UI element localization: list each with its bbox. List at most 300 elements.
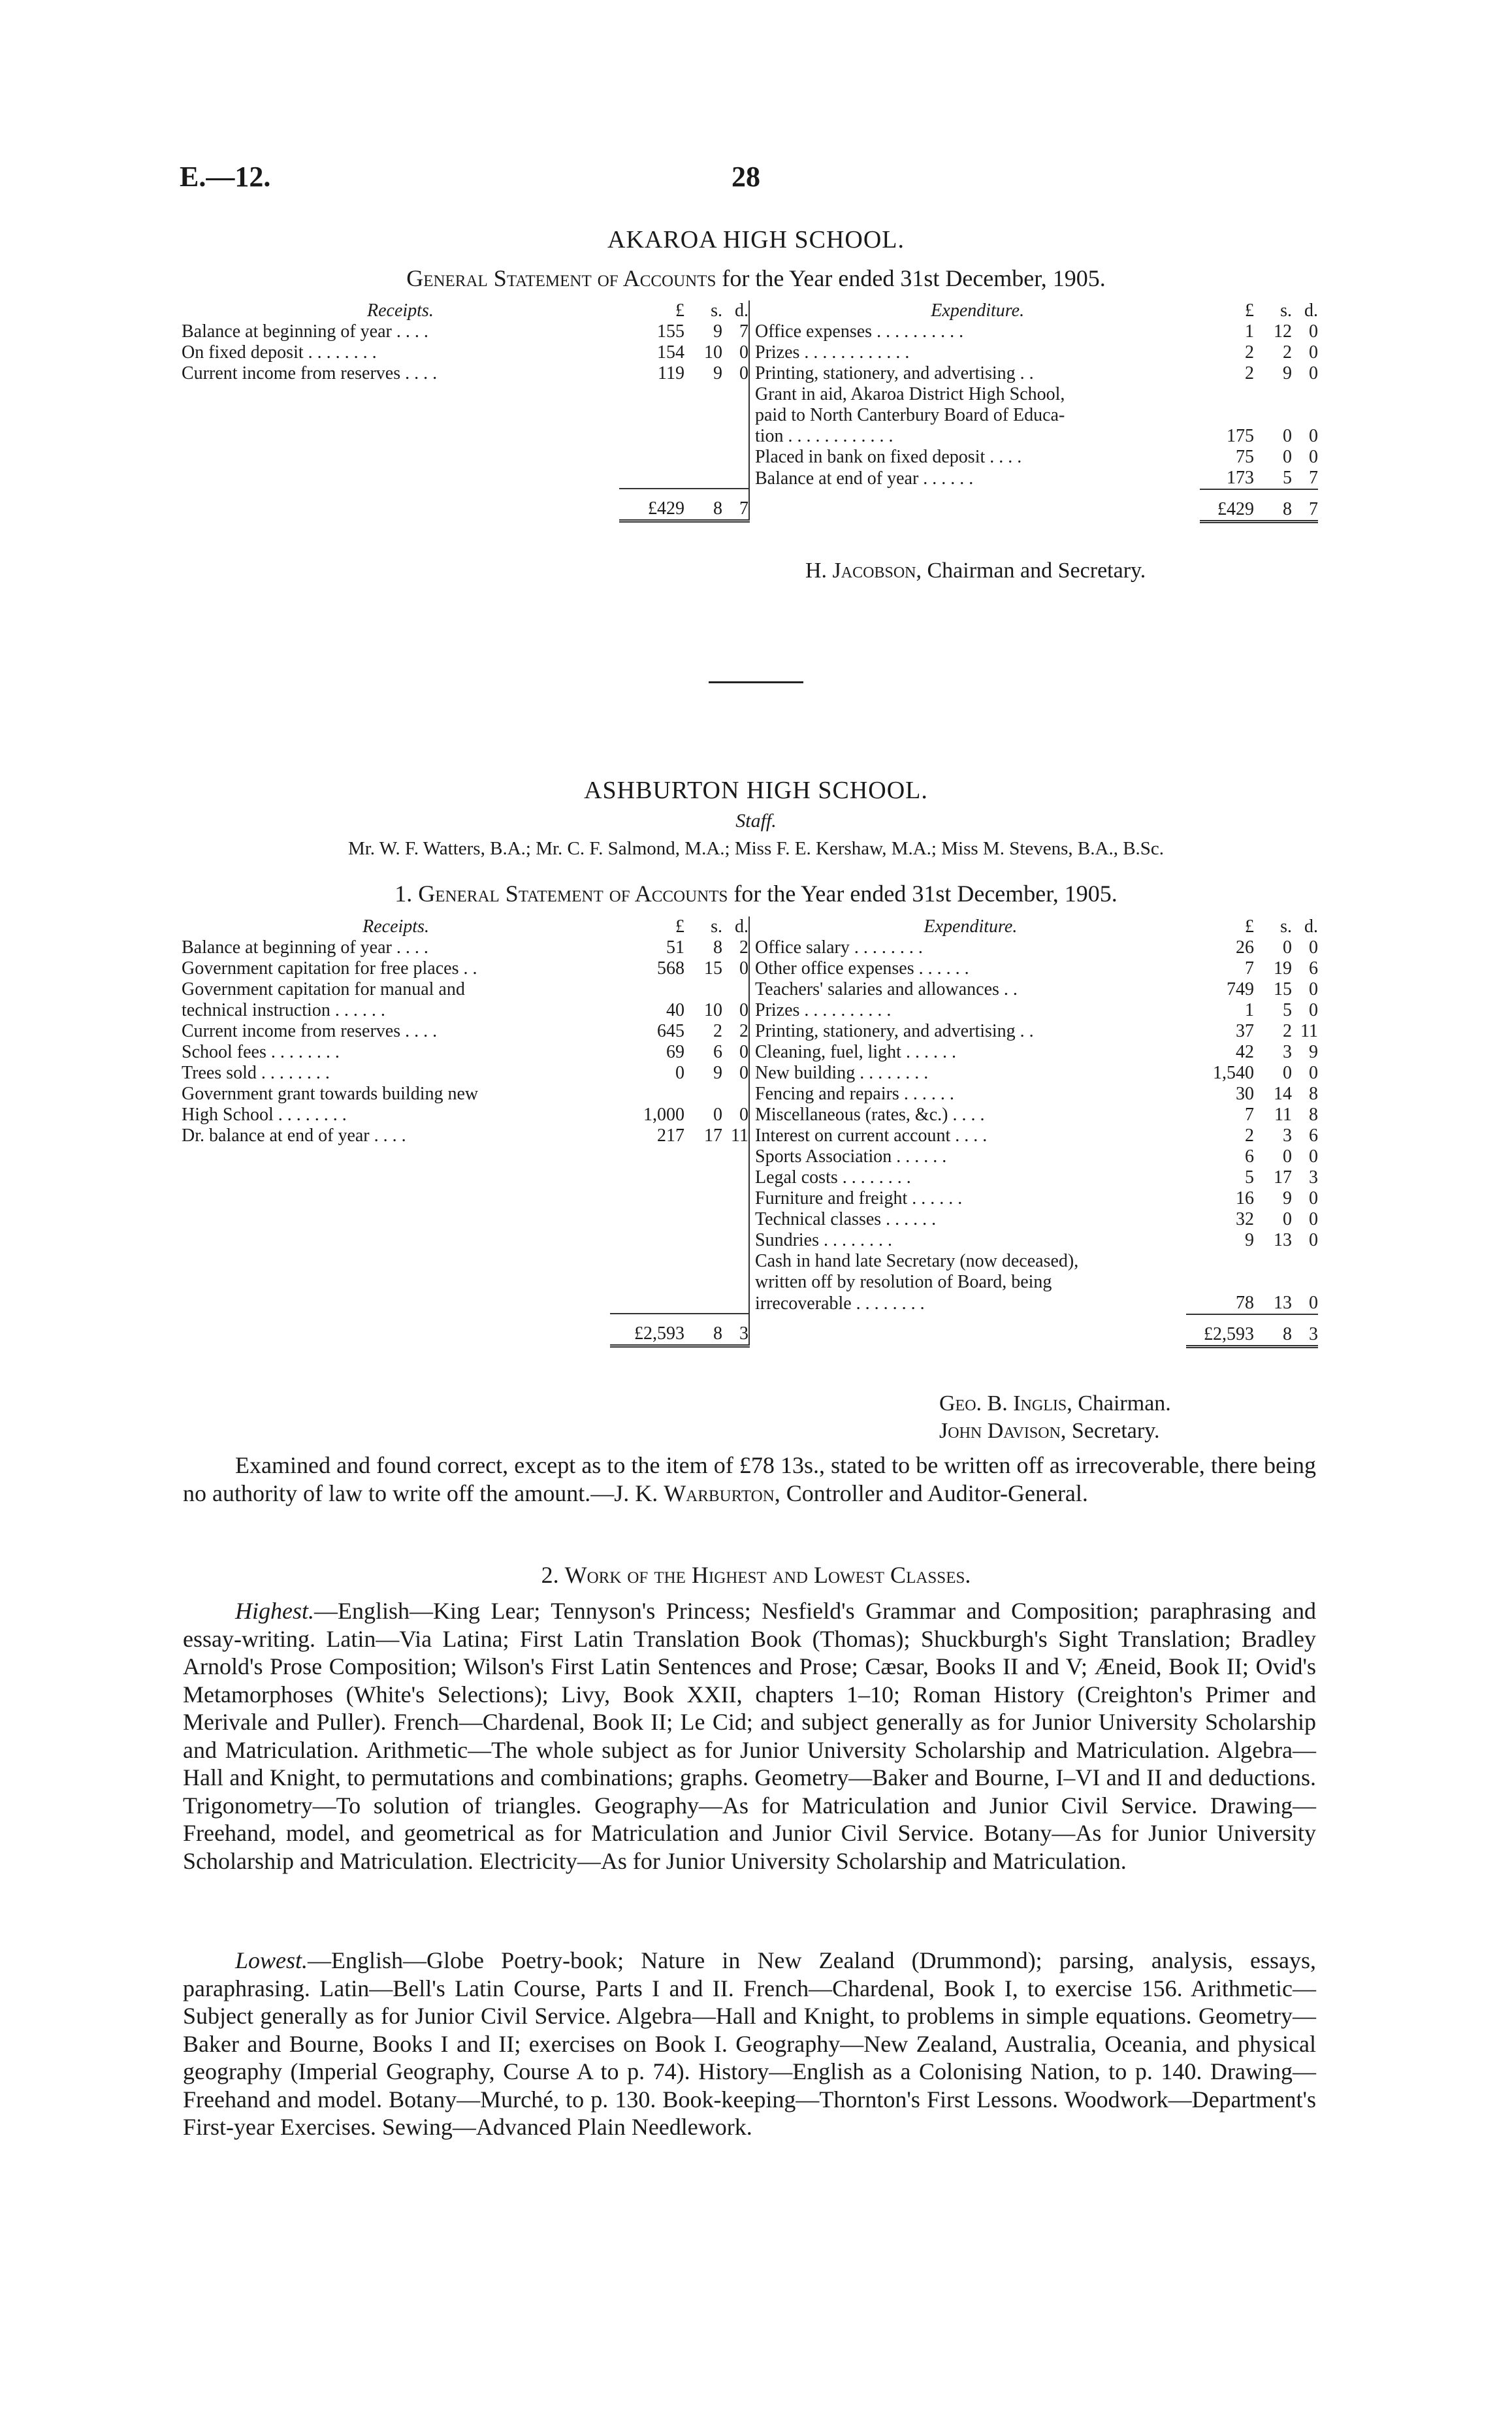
shillings-value: 0 <box>1283 447 1292 467</box>
account-item <box>182 405 619 426</box>
account-row <box>182 1272 749 1293</box>
account-row <box>182 1146 749 1167</box>
pence-value: 0 <box>1309 363 1318 383</box>
shillings-value: 9 <box>713 363 722 383</box>
pence-value <box>722 1167 749 1188</box>
account-item: Technical classes . . . . . . <box>755 1209 937 1229</box>
shillings-value <box>688 1251 722 1272</box>
shillings-heading: s. <box>711 916 722 937</box>
pence-value: 0 <box>1309 1293 1318 1313</box>
shillings-value: 2 <box>1283 1021 1292 1041</box>
pounds-value: 154 <box>657 342 684 363</box>
account-item: Furniture and freight . . . . . . <box>755 1188 963 1208</box>
account-row <box>750 321 1318 342</box>
pounds-value <box>610 1188 688 1209</box>
account-row <box>750 1146 1318 1167</box>
pounds-value: 26 <box>1236 937 1254 958</box>
pence-value: 0 <box>1309 1188 1318 1208</box>
work-heading-title: Work of the Highest and Lowest Classes. <box>564 1562 971 1588</box>
account-item <box>182 321 619 342</box>
pounds-value: 6 <box>1245 1146 1254 1167</box>
account-item <box>182 1251 610 1272</box>
account-row <box>750 468 1318 489</box>
pence-heading: d. <box>1304 300 1318 321</box>
account-item: written off by resolution of Board, being <box>755 1272 1052 1292</box>
total-pounds: £2,593 <box>610 1314 688 1346</box>
pounds-heading: £ <box>675 300 684 321</box>
shillings-value <box>688 1167 722 1188</box>
shillings-value <box>688 1188 722 1209</box>
account-row <box>750 1230 1318 1251</box>
account-row <box>182 958 749 979</box>
account-row <box>750 1021 1318 1042</box>
total-spacer <box>750 489 1200 522</box>
account-row <box>182 363 749 384</box>
account-row <box>750 363 1318 384</box>
column-heading: Receipts. <box>362 916 429 937</box>
work-heading <box>0 1561 1512 1589</box>
account-row <box>750 1293 1318 1314</box>
audit-name: Warburton, <box>664 1480 780 1506</box>
pence-value: 2 <box>722 1021 749 1042</box>
total-pence: 3 <box>1292 1314 1318 1347</box>
account-item: Cash in hand late Secretary (now deceased), <box>755 1251 1079 1271</box>
pounds-value <box>619 384 688 405</box>
pounds-value: 7 <box>1245 1105 1254 1125</box>
account-row <box>750 1272 1318 1293</box>
account-item: Sports Association . . . . . . <box>755 1146 947 1167</box>
pounds-value: 173 <box>1227 468 1254 488</box>
total-pence: 3 <box>722 1314 749 1346</box>
pence-value: 0 <box>722 342 749 363</box>
shillings-value: 15 <box>1274 979 1292 999</box>
shillings-value <box>688 1146 722 1167</box>
shillings-value <box>688 979 722 1000</box>
total-row <box>182 489 749 521</box>
total-pounds: £2,593 <box>1186 1314 1258 1347</box>
shillings-value <box>1258 405 1292 426</box>
header-row <box>750 300 1318 321</box>
account-item <box>182 363 619 384</box>
pounds-value: 568 <box>657 958 684 979</box>
pence-value <box>722 1146 749 1167</box>
pounds-value: 7 <box>1245 958 1254 979</box>
account-item: Fencing and repairs . . . . . . <box>755 1084 954 1104</box>
chairman-name: Geo. B. Inglis, <box>939 1391 1072 1416</box>
shillings-value <box>1258 1251 1292 1272</box>
account-item: Government capitation for manual and <box>182 979 465 999</box>
header-row <box>182 300 749 321</box>
ashburton-signature-1 <box>939 1391 1171 1416</box>
account-item <box>182 447 619 468</box>
shillings-value: 15 <box>704 958 722 979</box>
account-row <box>182 1230 749 1251</box>
account-row <box>182 1084 749 1105</box>
pence-value: 11 <box>1300 1021 1318 1041</box>
column-heading: Expenditure. <box>931 300 1025 321</box>
account-row <box>182 1000 749 1021</box>
pounds-value <box>610 1272 688 1293</box>
shillings-value: 13 <box>1274 1230 1292 1250</box>
account-row <box>182 979 749 1000</box>
staff-heading: Staff. <box>735 810 777 832</box>
account-item <box>182 342 619 363</box>
account-row <box>750 447 1318 468</box>
pounds-value <box>610 979 688 1000</box>
shillings-value: 11 <box>1274 1105 1292 1125</box>
shillings-value: 3 <box>1283 1126 1292 1146</box>
account-item <box>182 1209 610 1230</box>
account-row <box>750 342 1318 363</box>
shillings-value: 13 <box>1274 1293 1292 1313</box>
account-item: Current income from reserves . . . . <box>182 1021 438 1041</box>
pounds-value: 69 <box>666 1042 684 1062</box>
total-pence: 7 <box>722 489 749 521</box>
total-row <box>750 489 1318 522</box>
total-pounds: £429 <box>1200 489 1258 522</box>
pence-value <box>722 1084 749 1105</box>
account-item: Government grant towards building new <box>182 1084 479 1104</box>
work-heading-number: 2. <box>541 1562 559 1588</box>
akaroa-signatory-role: Chairman and Secretary. <box>927 559 1146 583</box>
total-spacer <box>182 489 619 521</box>
account-item: technical instruction . . . . . . <box>182 1000 385 1020</box>
account-row <box>182 937 749 958</box>
pence-heading: d. <box>1304 916 1318 937</box>
account-item: New building . . . . . . . . <box>755 1063 929 1083</box>
account-row <box>750 426 1318 447</box>
pence-value <box>1292 1251 1318 1272</box>
account-item: Office expenses . . . . . . . . . . <box>755 321 964 342</box>
pounds-value <box>610 1167 688 1188</box>
account-item: Balance at end of year . . . . . . <box>755 468 974 489</box>
shillings-value: 9 <box>1283 1188 1292 1208</box>
shillings-value <box>688 447 722 468</box>
pence-value: 0 <box>722 1000 749 1021</box>
header-row <box>182 916 749 937</box>
pounds-value <box>619 447 688 468</box>
pounds-value <box>1200 384 1258 405</box>
total-row <box>182 1314 749 1346</box>
audit-text: Examined and found correct, except as to the item of £78 13s., stated to be written off as irrecoverable, there being no authority of law to write off the amount.—J. K. <box>183 1452 1316 1506</box>
account-row <box>182 1105 749 1126</box>
account-row <box>750 1000 1318 1021</box>
pence-value <box>722 1251 749 1272</box>
pence-value: 7 <box>1309 468 1318 488</box>
account-item <box>182 468 619 489</box>
account-row <box>750 1209 1318 1230</box>
account-item <box>182 426 619 447</box>
account-item: Miscellaneous (rates, &c.) . . . . <box>755 1105 985 1125</box>
akaroa-signatory-name: H. Jacobson, <box>805 559 922 583</box>
shillings-value: 0 <box>1283 1063 1292 1083</box>
pence-value: 3 <box>1309 1167 1318 1188</box>
shillings-value: 10 <box>704 342 722 363</box>
pence-value <box>1292 405 1318 426</box>
account-item <box>182 1167 610 1188</box>
ashburton-signature-2 <box>939 1419 1160 1444</box>
account-item: Other office expenses . . . . . . <box>755 958 969 979</box>
pounds-value: 51 <box>666 937 684 958</box>
shillings-value: 2 <box>1283 342 1292 363</box>
pence-value: 9 <box>1309 1042 1318 1062</box>
shillings-value: 0 <box>1283 1209 1292 1229</box>
pence-value <box>1292 1272 1318 1293</box>
pence-value: 0 <box>1309 1230 1318 1250</box>
total-spacer <box>750 1314 1186 1347</box>
ashburton-receipts-table <box>182 916 750 1348</box>
account-item: Placed in bank on fixed deposit . . . . <box>755 447 1022 467</box>
account-row <box>182 1167 749 1188</box>
pounds-value <box>1200 405 1258 426</box>
pence-value <box>1292 384 1318 405</box>
account-item: Legal costs . . . . . . . . <box>755 1167 911 1188</box>
shillings-value: 0 <box>1283 937 1292 958</box>
lowest-class-paragraph <box>183 1947 1316 2141</box>
secretary-name: John Davison, <box>939 1419 1067 1443</box>
account-row <box>750 1063 1318 1084</box>
pence-value: 0 <box>1309 1146 1318 1167</box>
ashburton-title: ASHBURTON HIGH SCHOOL. <box>584 777 928 804</box>
account-row <box>182 384 749 405</box>
pounds-heading: £ <box>1245 916 1254 937</box>
account-row <box>182 1021 749 1042</box>
item-text: On fixed deposit . . <box>182 342 322 363</box>
account-row <box>182 1126 749 1146</box>
pounds-value <box>610 1084 688 1105</box>
pence-value <box>722 468 749 489</box>
ashburton-expenditure-table <box>750 916 1318 1348</box>
pounds-value <box>610 1230 688 1251</box>
account-row <box>182 1042 749 1063</box>
pence-value: 6 <box>1309 1126 1318 1146</box>
account-row <box>182 1209 749 1230</box>
shillings-value <box>688 1209 722 1230</box>
shillings-value: 17 <box>1274 1167 1292 1188</box>
shillings-value: 0 <box>1283 426 1292 446</box>
shillings-value: 5 <box>1283 1000 1292 1020</box>
shillings-value: 8 <box>713 937 722 958</box>
pence-heading: d. <box>722 300 749 321</box>
account-row <box>182 321 749 342</box>
pence-value: 0 <box>1309 447 1318 467</box>
pence-value: 0 <box>1309 1000 1318 1020</box>
pounds-value: 1 <box>1245 1000 1254 1020</box>
account-item: paid to North Canterbury Board of Educa- <box>755 405 1065 425</box>
total-pence: 7 <box>1292 489 1318 522</box>
pence-value: 0 <box>722 363 749 384</box>
pounds-value: 749 <box>1227 979 1254 999</box>
shillings-value: 5 <box>1283 468 1292 488</box>
shillings-value: 9 <box>1283 363 1292 383</box>
account-row <box>182 1293 749 1314</box>
pounds-value: 119 <box>658 363 684 383</box>
account-row <box>750 979 1318 1000</box>
pence-value: 2 <box>722 937 749 958</box>
akaroa-subtitle-caps: General Statement of Accounts <box>406 265 716 291</box>
pounds-value <box>1186 1251 1258 1272</box>
account-item <box>182 1272 610 1293</box>
pounds-value: 37 <box>1236 1021 1254 1041</box>
akaroa-title: AKAROA HIGH SCHOOL. <box>607 226 905 253</box>
pence-value: 0 <box>722 1042 749 1063</box>
pounds-value: 217 <box>657 1126 684 1146</box>
ashburton-subtitle <box>0 880 1512 907</box>
pence-value: 8 <box>1309 1084 1318 1104</box>
total-spacer <box>182 1314 610 1346</box>
account-row <box>182 405 749 426</box>
account-item <box>182 1146 610 1167</box>
pence-value: 0 <box>1309 937 1318 958</box>
pounds-value: 2 <box>1245 342 1254 363</box>
account-row <box>182 426 749 447</box>
account-row <box>182 447 749 468</box>
shillings-value <box>688 468 722 489</box>
total-pounds: £429 <box>619 489 688 521</box>
shillings-value: 14 <box>1274 1084 1292 1104</box>
account-row <box>182 468 749 489</box>
shillings-value: 17 <box>704 1126 722 1146</box>
pence-value: 6 <box>1309 958 1318 979</box>
shillings-value: 6 <box>713 1042 722 1062</box>
pounds-value: 645 <box>657 1021 684 1041</box>
account-item: Sundries . . . . . . . . <box>755 1230 892 1250</box>
ashburton-subtitle-rest: for the Year ended 31st December, 1905. <box>733 881 1118 907</box>
account-item: Balance at beginning of year . . . . <box>182 937 428 958</box>
pounds-value: 40 <box>666 1000 684 1020</box>
pence-value <box>722 426 749 447</box>
pence-value <box>722 1293 749 1314</box>
item-text: Current income from reserves <box>182 363 401 383</box>
akaroa-expenditure-table <box>750 300 1318 523</box>
account-item: Teachers' salaries and allowances . . <box>755 979 1018 999</box>
account-item: Grant in aid, Akaroa District High School, <box>755 384 1065 404</box>
shillings-value <box>688 1230 722 1251</box>
pounds-value: 0 <box>675 1063 684 1083</box>
shillings-value <box>688 384 722 405</box>
page-number: 28 <box>732 161 760 193</box>
account-row <box>182 1251 749 1272</box>
lowest-label: Lowest. <box>235 1947 308 1973</box>
akaroa-receipts-table <box>182 300 750 523</box>
pounds-value: 155 <box>657 321 684 342</box>
secretary-role: Secretary. <box>1071 1419 1160 1443</box>
shillings-value: 10 <box>704 1000 722 1020</box>
account-row <box>750 1188 1318 1209</box>
account-row <box>750 1084 1318 1105</box>
account-item: Office salary . . . . . . . . <box>755 937 923 958</box>
shillings-heading: s. <box>1280 300 1292 321</box>
shillings-heading: s. <box>1280 916 1292 937</box>
account-row <box>750 1167 1318 1188</box>
shillings-value <box>688 1293 722 1314</box>
pence-value: 11 <box>722 1126 749 1146</box>
shillings-value <box>1258 1272 1292 1293</box>
pounds-value: 2 <box>1245 363 1254 383</box>
akaroa-signature <box>805 559 1146 583</box>
account-item: Printing, stationery, and advertising . . <box>755 1021 1034 1041</box>
staff-list: Mr. W. F. Watters, B.A.; Mr. C. F. Salmond, M.A.; Miss F. E. Kershaw, M.A.; Miss M. Stevens, B.A., B.Sc. <box>347 838 1165 859</box>
pence-value: 7 <box>722 321 749 342</box>
highest-class-paragraph <box>183 1597 1316 1875</box>
pounds-value <box>619 405 688 426</box>
pounds-value: 30 <box>1236 1084 1254 1104</box>
total-shillings: 8 <box>688 489 722 521</box>
pounds-value <box>619 468 688 489</box>
account-item: tion . . . . . . . . . . . . <box>755 426 893 446</box>
pence-value: 0 <box>1309 342 1318 363</box>
account-row <box>750 1126 1318 1146</box>
pence-value <box>722 447 749 468</box>
pounds-value <box>610 1293 688 1314</box>
pence-value <box>722 384 749 405</box>
column-heading: Receipts. <box>366 300 434 321</box>
account-item <box>182 1188 610 1209</box>
leader-dots: . . . . <box>400 363 438 383</box>
account-item: Prizes . . . . . . . . . . <box>755 1000 892 1020</box>
pence-value <box>722 1272 749 1293</box>
account-item: Prizes . . . . . . . . . . . . <box>755 342 910 363</box>
account-item <box>182 1293 610 1314</box>
account-row <box>750 384 1318 405</box>
account-item <box>182 1230 610 1251</box>
total-row <box>750 1314 1318 1347</box>
highest-text: —English—King Lear; Tennyson's Princess; Nesfield's Grammar and Composition; paraphrasing and essay-writing. Latin—Via Latina; First Latin Translation Book (Thomas); Shuckburgh's Sight Translation; Bradley Arnold's Prose Composition; Wilson's First Latin Sentences and Prose; Cæsar, Books II and V; Æneid, Book II; Ovid's Metamorphoses (White's Selections); Livy, Book XXII, chapters 1–10; Roman History (Creighton's Primer and Merivale and Puller). French—Chardenal, Book II; Le Cid; and subject generally as for Junior University Scholarship and Matriculation. Arithmetic—The whole subject as for Junior University Scholarship and Matriculation. Algebra—Hall and Knight, to permutations and combinations; graphs. Geometry—Baker and Bourne, I–VI and II and deductions. Trigonometry—To solution of triangles. Geography—As for Matriculation and Junior Civil Service. Drawing—Freehand, model, and geometrical as for Matriculation and Junior Civil Service. Botany—As for Junior University Scholarship and Matriculation. Electricity—As for Junior University Scholarship and Matriculation. <box>183 1598 1316 1874</box>
pounds-value: 1,000 <box>643 1105 684 1125</box>
pence-value <box>722 1209 749 1230</box>
pence-value <box>722 1188 749 1209</box>
account-item <box>182 384 619 405</box>
pence-value <box>722 979 749 1000</box>
ashburton-subtitle-number: 1. <box>394 881 413 907</box>
shillings-value: 3 <box>1283 1042 1292 1062</box>
total-shillings: 8 <box>1258 489 1292 522</box>
account-row <box>750 1105 1318 1126</box>
shillings-value: 9 <box>713 321 722 342</box>
account-item: irrecoverable . . . . . . . . <box>755 1293 925 1314</box>
pence-heading: d. <box>722 916 749 937</box>
shillings-value <box>688 1084 722 1105</box>
account-item: Government capitation for free places . . <box>182 958 477 979</box>
leader-dots: . . . . <box>391 321 428 342</box>
account-row <box>182 1063 749 1084</box>
account-row <box>750 1251 1318 1272</box>
pence-value: 0 <box>1309 979 1318 999</box>
pounds-heading: £ <box>1245 300 1254 321</box>
pence-value: 0 <box>1309 426 1318 446</box>
shillings-value <box>1258 384 1292 405</box>
pounds-value <box>610 1146 688 1167</box>
pounds-value: 9 <box>1245 1230 1254 1250</box>
pence-value: 0 <box>722 1063 749 1084</box>
pounds-value <box>610 1209 688 1230</box>
shillings-value: 9 <box>713 1063 722 1083</box>
shillings-value <box>688 426 722 447</box>
leader-dots: . . . . . . <box>321 342 377 363</box>
shillings-value: 2 <box>713 1021 722 1041</box>
pounds-value <box>1186 1272 1258 1293</box>
account-item: Trees sold . . . . . . . . <box>182 1063 330 1083</box>
header-row <box>750 916 1318 937</box>
account-row <box>750 405 1318 426</box>
ashburton-subtitle-caps: General Statement of Accounts <box>418 881 728 907</box>
lowest-text: —English—Globe Poetry-book; Nature in New Zealand (Drummond); parsing, analysis, essays, paraphrasing. Latin—Bell's Latin Course, Parts I and II. French—Chardenal, Book I, to exercise 156. Arithmetic—Subject generally as for Junior Civil Service. Algebra—Hall and Knight, to problems in simple equations. Geometry—Baker and Bourne, Books I and II; exercises on Book I. Geography—New Zealand, Australia, Oceania, and physical geography (Imperial Geography, Course A to p. 74). History—English as a Colonising Nation, to p. 140. Drawing—Freehand and model. Botany—Murché, to p. 130. Book-keeping—Thornton's First Lessons. Woodwork—Department's First-year Exercises. Sewing—Advanced Plain Needlework. <box>183 1947 1316 2140</box>
pence-value: 0 <box>722 1105 749 1126</box>
pounds-value: 1,540 <box>1213 1063 1254 1083</box>
column-heading: Expenditure. <box>924 916 1018 937</box>
pounds-value: 16 <box>1236 1188 1254 1208</box>
account-row <box>750 937 1318 958</box>
